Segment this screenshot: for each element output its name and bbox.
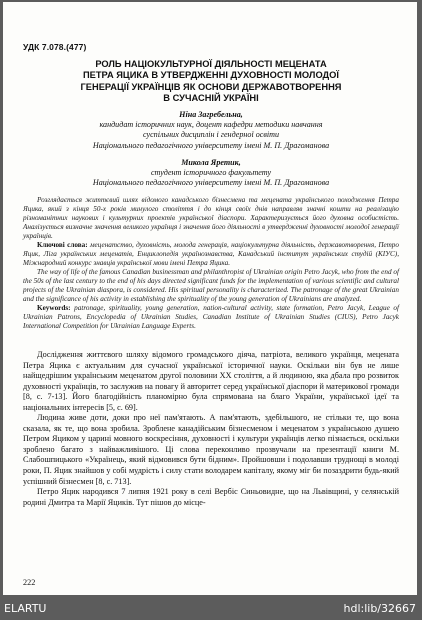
abstract: [23, 196, 399, 331]
keywords-ua-text: меценатство, духовність, молода генерація, націокультурна діяльність, державотворення, Петро Яцик, Ліга українських меценатів, Енциклопедія українознавства, Канадський інститут українських студій (КІУС), Міжнародний конкурс знавців української мови імені Петра Яцика.: [23, 241, 399, 267]
title-line: В СУЧАСНІЙ УКРАЇНІ: [163, 92, 259, 103]
page-number: 222: [23, 578, 36, 587]
viewer-footer-bar: [0, 596, 422, 620]
author-block-1: [23, 110, 399, 151]
keywords-ua-label: Ключові слова:: [37, 241, 88, 249]
keywords-en-text: patronage, spirituality, young generation, nation-cultural activity, state formation, Petro Jacyk, League of Ukrainian Patrons, Encyclopedia of Ukrainian Studies, Canadian Institute of Ukrainian Studies (CIUS), Petro Jacyk International Competition for Ukrainian Language Experts.: [23, 304, 399, 330]
repository-label[interactable]: ELARTU: [4, 602, 47, 615]
author-block-2: [23, 158, 399, 189]
body-paragraph: Людина живе доти, доки про неї пам'ятають. А пам'ятають, здебільшого, не стільки те, що вона сказала, як те, що вона зробила. Зроблене канадійським бізнесменом і меценатом з українською душею Петром Яциком у царині мовного воскресіння, духовності і культури українців легко пізнається, оскільки зроблено багато з найважливішого. Ці слова переконливо прозвучали на презентації книги М. Слабошпицького «Українець, який відмовився бути бідним». Пройшовши і подолавши труднощі в молоді роки, П. Яцик знайшов у собі мудрість і силу стати володарем капіталу, якому міг би позаздрити будь-який успішний бізнесмен [8, с. 713].: [23, 413, 399, 486]
udk-code: УДК 7.078.(477): [23, 42, 87, 52]
document-page: [3, 2, 417, 595]
body-paragraph: Дослідження життєвого шляху відомого громадського діяча, патріота, великого українця, мецената Петра Яцика є актуальним для сучасної української історичної науки. Оскільки він був не лише найщедрішим українським меценатом другої половини ХХ століття, а й людиною, яка дбала про розвиток духовності українців, то заслужив на повагу й авторитет серед української діаспори й материкової громади [8, с. 7-13]. Його благодійність планомірно була спрямована на благо України, української ідеї та національних інтересів [5, с. 69].: [23, 350, 399, 412]
abstract-en: The way of life of the famous Canadian businessman and philanthropist of Ukrainian origin Petro Jacyk, who from the end of the 50s of the last century to the end of his days directed significant funds for the implementation of various scientific and cultural projects of the Ukrainian diaspora, is considered. His spiritual personality is characterized. The patronage of the great Ukrainian and the significance of his activity in establishing the spirituality of the young generation of Ukrainians are analyzed.: [23, 268, 399, 303]
author-affiliation: Національного педагогічного університету імені М. П. Драгоманова: [92, 140, 330, 150]
author-name: Микола Яретик,: [181, 158, 241, 167]
keywords-ua: [23, 241, 399, 268]
author-affiliation: студент історичного факультету: [150, 168, 272, 178]
author-affiliation: суспільних дисциплін і гендерної освіти: [142, 130, 280, 140]
article-body: [23, 350, 399, 508]
body-paragraph: Петро Яцик народився 7 липня 1921 року в селі Вербіс Синьовидне, що на Львівщині, у селянській родині Дмитра та Марії Яциків. Тут пішов до місце-: [23, 487, 399, 507]
title-line: РОЛЬ НАЦІОКУЛЬТУРНОЇ ДІЯЛЬНОСТІ МЕЦЕНАТА: [95, 59, 327, 69]
author-affiliation: кандидат історичних наук, доцент кафедри методики навчання: [99, 120, 323, 130]
article-title: [23, 59, 399, 104]
title-line: ГЕНЕРАЦІЇ УКРАЇНЦІВ ЯК ОСНОВИ ДЕРЖАВОТВОРЕННЯ: [80, 81, 342, 92]
keywords-en-label: Keywords:: [37, 304, 71, 312]
author-affiliation: Національного педагогічного університету імені М. П. Драгоманова: [92, 178, 330, 188]
title-line: ПЕТРА ЯЦИКА В УТВЕРДЖЕННІ ДУХОВНОСТІ МОЛОДОЇ: [83, 70, 339, 81]
author-name: Ніна Загребельна,: [179, 110, 243, 119]
handle-link[interactable]: hdl:lib/32667: [343, 602, 416, 615]
abstract-ua: Розглядається життєвий шлях відомого канадського бізнесмена та мецената українського походження Петра Яцика, який з кінця 50-х років минулого століття і до кінця своїх днів направляв значні кошти на реалізацію різноманітних наукових і культурних проектів української діаспори. Характеризується його духовна особистість. Аналізується визначне значення великого українця і значення його діяльності в утвердженні духовності молодої генерації українців.: [23, 196, 399, 240]
keywords-en: [23, 304, 399, 331]
